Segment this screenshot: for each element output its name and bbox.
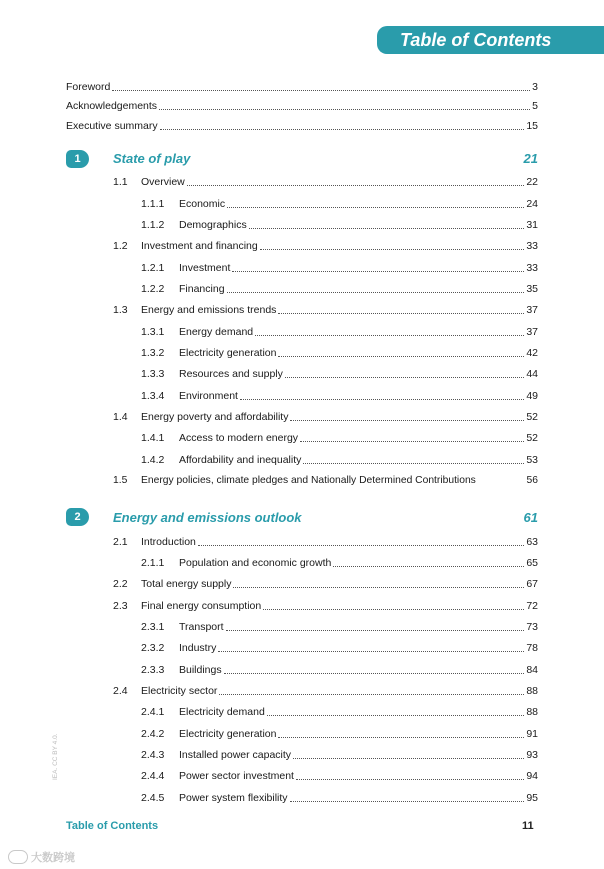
toc-entry-number: 2.3 [113,600,128,612]
toc-entry-number: 1.4.2 [141,454,165,466]
dot-leader [249,227,525,229]
toc-entry[interactable] [113,410,538,424]
dot-leader [224,672,525,674]
toc-entry-title: Financing [179,283,225,295]
toc-entry[interactable] [141,346,538,360]
toc-entry[interactable] [141,791,538,805]
toc-entry-title: Energy demand [179,326,254,338]
toc-entry-title: Investment [179,262,231,274]
toc-entry-page: 63 [526,536,538,548]
toc-entry-foreword[interactable] [66,80,538,94]
toc-entry[interactable] [113,577,538,591]
toc-entry-page: 22 [526,176,538,188]
toc-entry-number: 1.1.2 [141,219,165,231]
toc-entry-number: 2.4.2 [141,728,165,740]
toc-entry-number: 2.4.4 [141,770,165,782]
toc-entry[interactable] [113,303,538,317]
toc-entry-page: 73 [526,621,538,633]
footer-page-number: 11 [522,820,534,832]
dot-leader [226,629,525,631]
toc-entry-title: Final energy consumption [141,600,262,612]
toc-entry-page: 91 [526,728,538,740]
toc-entry[interactable] [113,599,538,613]
dot-leader [278,312,524,314]
toc-entry-page: 24 [526,198,538,210]
toc-entry-number: 2.3.2 [141,642,165,654]
dot-leader [296,778,524,780]
toc-entry-title: Affordability and inequality [179,454,302,466]
chapter-page: 61 [523,510,538,525]
toc-entry-number: 1.2.1 [141,262,165,274]
toc-entry-title: Installed power capacity [179,749,292,761]
toc-entry[interactable] [113,175,538,189]
toc-entry-number: 1.4.1 [141,432,165,444]
toc-entry-number: 1.3 [113,304,128,316]
toc-entry-page: 31 [526,219,538,231]
toc-entry-page: 56 [526,475,538,486]
dot-leader [300,440,524,442]
chapter-badge: 1 [66,150,89,168]
toc-entry-title: Energy policies, climate pledges and Nationally Determined Contributions [141,475,476,486]
toc-entry-number: 1.2 [113,240,128,252]
chapter-title: State of play [113,151,191,166]
toc-entry-title: Introduction [141,536,196,548]
watermark-logo-icon [8,850,28,864]
toc-entry-page: 84 [526,664,538,676]
toc-entry-title: Power sector investment [179,770,294,782]
footer-label: Table of Contents [66,820,159,832]
toc-entry-title: Foreword [66,81,111,93]
toc-entry[interactable] [141,325,538,339]
toc-entry-number: 2.2 [113,578,128,590]
chapter-heading[interactable] [113,151,538,166]
toc-entry[interactable] [113,684,538,698]
toc-entry-number: 1.1 [113,176,128,188]
toc-entry-number: 1.1.1 [141,198,165,210]
dot-leader [278,736,524,738]
toc-entry[interactable] [141,748,538,762]
dot-leader [240,398,524,400]
dot-leader [267,714,525,716]
toc-entry-page: 88 [526,706,538,718]
toc-entry-title: Industry [179,642,217,654]
chapter-heading[interactable] [113,510,538,525]
chapter-page: 21 [523,151,538,166]
toc-entry-title: Investment and financing [141,240,258,252]
toc-entry-page: 37 [526,326,538,338]
dot-leader [293,757,524,759]
toc-entry[interactable] [141,261,538,275]
page-title: Table of Contents [400,30,552,50]
toc-entry-number: 2.1 [113,536,128,548]
toc-entry-number: 1.3.2 [141,347,165,359]
dot-leader [278,355,524,357]
dot-leader [218,650,524,652]
toc-entry[interactable] [141,431,538,445]
watermark-text: 大数跨境 [31,852,75,864]
dot-leader [255,334,524,336]
dot-leader [198,544,524,546]
toc-entry-page: 67 [526,578,538,590]
toc-entry-page: 37 [526,304,538,316]
dot-leader [260,248,525,250]
toc-entry-page: 52 [526,411,538,423]
toc-entry-page: 72 [526,600,538,612]
toc-entry-title: Economic [179,198,226,210]
dot-leader [227,291,525,293]
toc-entry-executive-summary[interactable] [66,119,538,133]
toc-entry-page: 78 [526,642,538,654]
toc-entry-number: 1.3.3 [141,368,165,380]
toc-entry[interactable] [141,218,538,232]
watermark [8,849,75,865]
chapter-title: Energy and emissions outlook [113,510,302,525]
toc-entry-title: Electricity generation [179,347,277,359]
toc-entry[interactable] [141,641,538,655]
toc-entry-title: Resources and supply [179,368,283,380]
toc-entry-title: Executive summary [66,120,158,132]
chapter-badge: 2 [66,508,89,526]
toc-entry-title: Transport [179,621,224,633]
toc-entry-title: Energy poverty and affordability [141,411,289,423]
dot-leader [290,800,525,802]
toc-entry-number: 2.4.5 [141,792,165,804]
toc-entry-page: 65 [526,557,538,569]
dot-leader [232,270,524,272]
toc-entry-number: 2.4.3 [141,749,165,761]
toc-entry-title: Environment [179,390,238,402]
dot-leader [290,419,524,421]
toc-entry-page: 42 [526,347,538,359]
dot-leader [263,608,524,610]
toc-entry-page: 15 [526,120,538,132]
dot-leader [478,484,525,485]
toc-entry-title: Access to modern energy [179,432,299,444]
toc-entry[interactable] [141,282,538,296]
toc-entry-number: 1.5 [113,475,128,486]
toc-entry-acknowledgements[interactable] [66,99,538,113]
toc-entry-number: 2.3.3 [141,664,165,676]
dot-leader [112,89,530,91]
toc-entry[interactable] [141,367,538,381]
toc-entry[interactable] [141,453,538,467]
toc-entry-number: 1.4 [113,411,128,423]
dot-leader [233,586,524,588]
toc-entry-title: Demographics [179,219,247,231]
toc-entry-title: Electricity sector [141,685,218,697]
dot-leader [160,128,525,130]
toc-entry-page: 94 [526,770,538,782]
toc-entry-title: Total energy supply [141,578,232,590]
toc-entry-title: Population and economic growth [179,557,332,569]
toc-entry-number: 2.4 [113,685,128,697]
toc-entry[interactable] [141,663,538,677]
toc-entry[interactable] [141,197,538,211]
toc-entry-number: 1.3.1 [141,326,165,338]
toc-entry[interactable] [141,705,538,719]
toc-entry-number: 2.3.1 [141,621,165,633]
toc-entry[interactable] [141,727,538,741]
toc-entry[interactable] [113,474,538,488]
toc-entry-page: 33 [526,262,538,274]
dot-leader [333,565,524,567]
toc-entry-page: 95 [526,792,538,804]
toc-entry[interactable] [141,556,538,570]
toc-entry-number: 1.2.2 [141,283,165,295]
dot-leader [227,206,524,208]
toc-entry-title: Acknowledgements [66,100,158,112]
dot-leader [159,108,530,110]
toc-entry-page: 53 [526,454,538,466]
toc-entry-number: 2.1.1 [141,557,165,569]
dot-leader [219,693,524,695]
toc-entry[interactable] [141,769,538,783]
toc-entry-number: 1.3.4 [141,390,165,402]
toc-entry-page: 93 [526,749,538,761]
toc-entry[interactable] [113,535,538,549]
dot-leader [187,184,525,186]
license-note: IEA. CC BY 4.0. [52,733,59,780]
toc-entry[interactable] [113,239,538,253]
toc-entry-title: Power system flexibility [179,792,288,804]
toc-entry-title: Overview [141,176,185,188]
toc-entry-number: 2.4.1 [141,706,165,718]
toc-entry-page: 52 [526,432,538,444]
toc-entry-page: 49 [526,390,538,402]
toc-entry-page: 5 [532,100,538,112]
toc-entry[interactable] [141,620,538,634]
toc-entry-page: 88 [526,685,538,697]
toc-entry[interactable] [141,389,538,403]
toc-entry-page: 35 [526,283,538,295]
toc-entry-page: 44 [526,368,538,380]
dot-leader [285,376,524,378]
toc-entry-page: 33 [526,240,538,252]
dot-leader [303,462,524,464]
toc-entry-title: Electricity generation [179,728,277,740]
toc-entry-title: Buildings [179,664,222,676]
toc-entry-page: 3 [532,81,538,93]
toc-entry-title: Electricity demand [179,706,265,718]
toc-entry-title: Energy and emissions trends [141,304,277,316]
